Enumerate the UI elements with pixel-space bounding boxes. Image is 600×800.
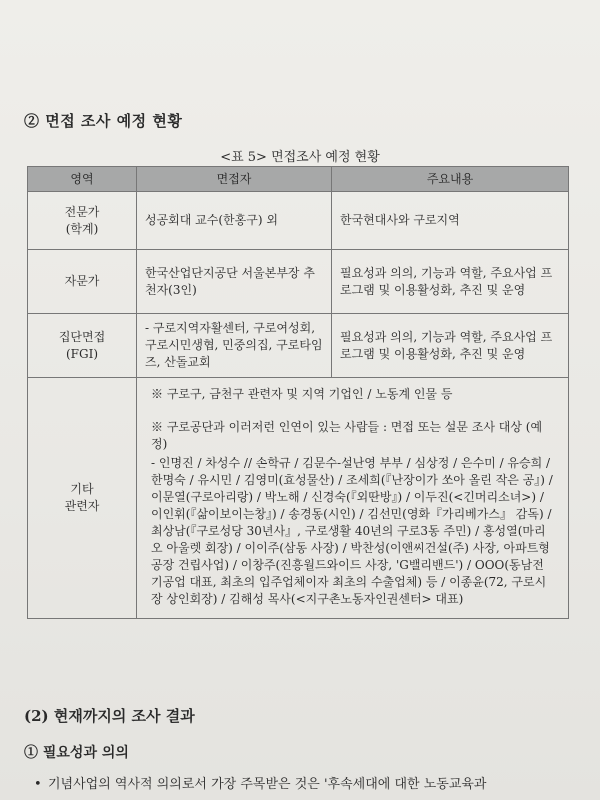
area-label: 자문가 [64, 274, 100, 288]
header-interviewee: 면접자 [137, 167, 332, 192]
section3-title: ① 필요성과 의의 [24, 745, 129, 761]
area-sublabel: (FGI) [65, 346, 98, 361]
section-title: ② 면접 조사 예정 현황 [24, 112, 183, 130]
section2-title: (2) 현재까지의 조사 결과 [24, 707, 195, 725]
bullet-dot-icon: • [34, 777, 42, 792]
bullet-text: 기념사업의 역사적 의의로서 가장 주목받은 것은 '후속세대에 대한 노동교육과 [48, 777, 487, 792]
content-cell: 필요성과 의의, 기능과 역할, 주요사업 프로그램 및 이용활성화, 추진 및 운영 [332, 250, 569, 314]
area-sublabel: (학계) [65, 221, 99, 236]
header-area: 영역 [28, 167, 137, 192]
table-row [28, 378, 569, 619]
table-header-row [28, 167, 569, 192]
area-cell [28, 250, 137, 314]
interviewee-cell: 성공회대 교수(한홍구) 외 [137, 192, 332, 250]
others-detail-cell [137, 378, 569, 619]
content-cell: 한국현대사와 구로지역 [332, 192, 569, 250]
related-people-list: - 인명진 / 차성수 // 손학규 / 김문수-설난영 부부 / 심상정 / 은수미 / 유승희 / 한명숙 / 유시민 / 김영미(효성물산) / 조세희(『난장이가 쏘아 올린 작은 공』) / 이문열(구로아리랑) / 박노해 / 신경숙(『외딴방』) / 이두진(<긴머리소녀>) / 이인휘(『삶이보이는창』) / 송경동(시인) / 김선민(영화『가리베가스』 감독) / 최상남(『구로성당 30년사』, 구로생활 40년의 구로3동 주민) / 홍성열(마리오 아울렛 회장) / 이이주(삼동 사장) / 박찬성(이앤씨건설(주) 사장, 아파트형 공장 건립사업) / 이창주(진흥월드와이드 사장, 'G밸리밴드') / OOO(동남전기공업 대표, 최초의 입주업체이자 최초의 수출업체) 등 / 이종윤(72, 구로시장 상인회장) / 김해성 목사(<지구촌노동자인권센터> 대표) [151, 456, 553, 606]
area-label: 전문가 [64, 204, 100, 219]
area-sublabel: 관련자 [64, 499, 100, 513]
area-label: 집단면접 [58, 329, 106, 344]
header-content: 주요내용 [332, 167, 569, 192]
note-region-people: ※ 구로구, 금천구 관련자 및 지역 기업인 / 노동계 인물 등 [151, 387, 453, 401]
area-label: 기타 [70, 482, 94, 496]
table-row [28, 314, 569, 378]
table-row [28, 192, 569, 250]
content-cell: 필요성과 의의, 기능과 역할, 주요사업 프로그램 및 이용활성화, 추진 및 운영 [332, 314, 569, 378]
area-cell [28, 192, 137, 250]
interviewee-cell: 한국산업단지공단 서울본부장 추천자(3인) [137, 250, 332, 314]
table-row [28, 250, 569, 314]
interviewee-cell: - 구로지역자활센터, 구로여성회, 구로시민생협, 민중의집, 구로타임즈, 산돌교회 [137, 314, 332, 378]
area-cell [28, 378, 137, 619]
bullet-paragraph [34, 773, 594, 792]
area-cell [28, 314, 137, 378]
table-caption: <표 5> 면접조사 예정 현황 [220, 150, 380, 165]
note-related-people: ※ 구로공단과 이러저런 인연이 있는 사람들 : 면접 또는 설문 조사 대상 (예정) [151, 420, 543, 451]
interview-schedule-table [27, 166, 569, 619]
